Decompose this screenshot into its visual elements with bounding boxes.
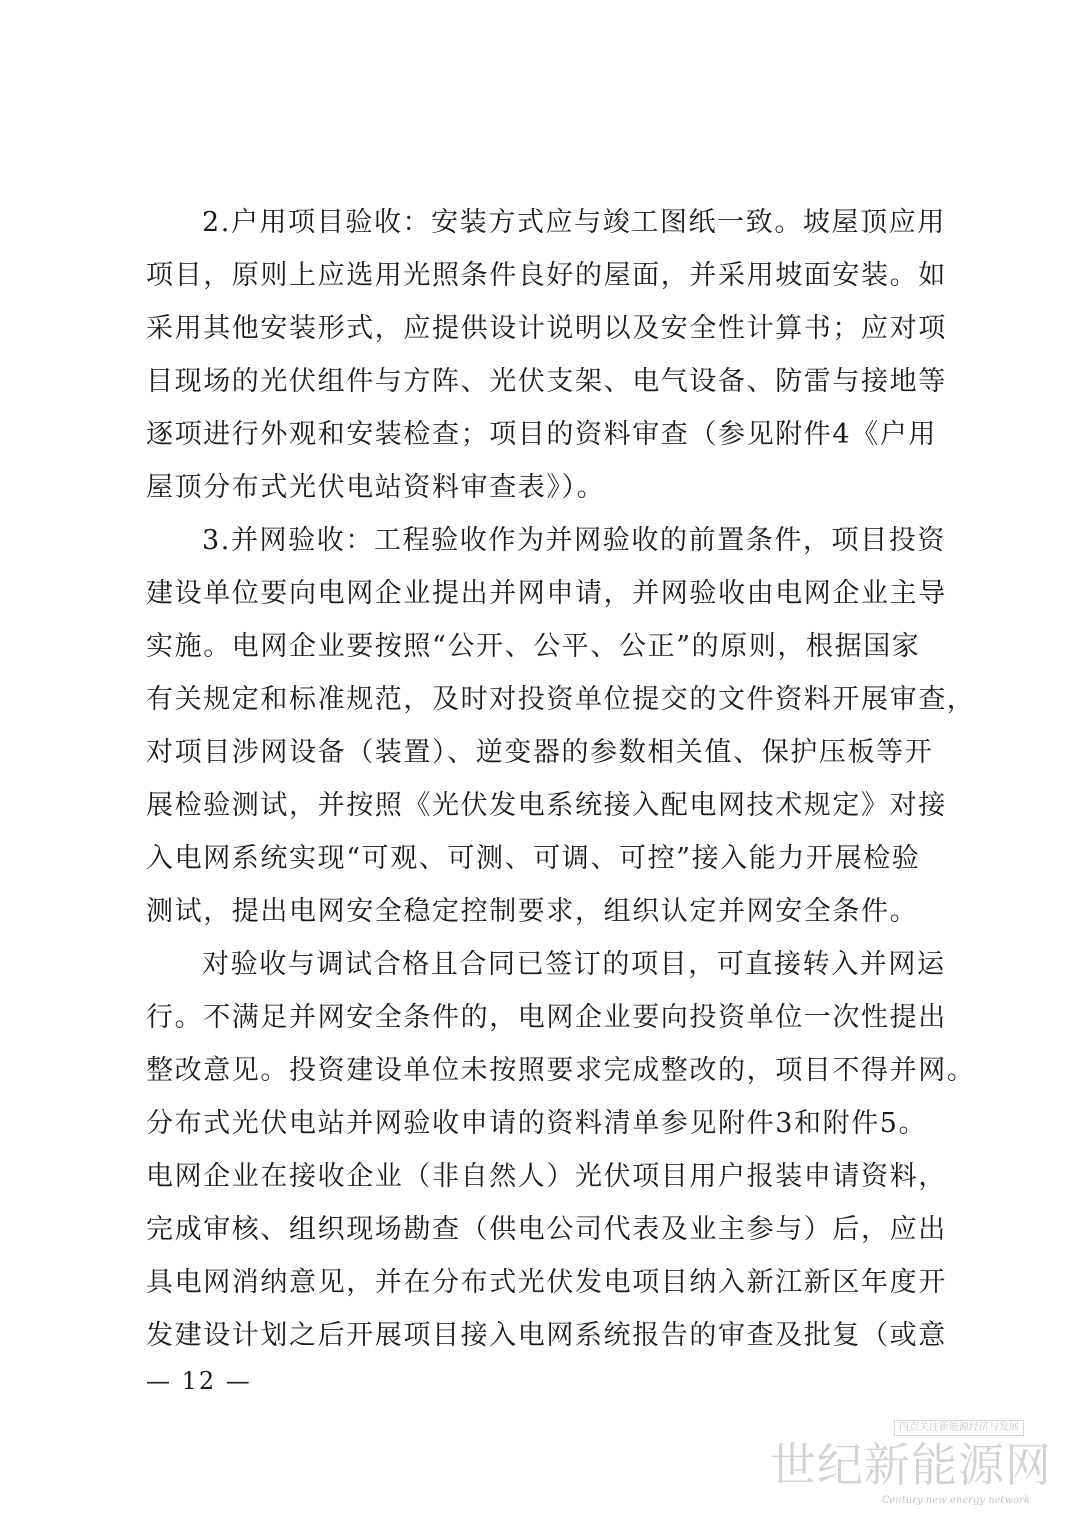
watermark-subtitle: Century new energy network: [881, 1495, 1030, 1506]
text-line: 对验收与调试合格且合同已签订的项目，可直接转入并网运: [202, 949, 946, 980]
text-line: 屋顶分布式光伏电站资料审查表》）。: [146, 472, 606, 503]
text-line: 3.并网验收：工程验收作为并网验收的前置条件，项目投资: [202, 525, 946, 556]
text-line: 行。不满足并网安全条件的，电网企业要向投资单位一次性提出: [146, 1002, 947, 1033]
text-line: 入电网系统实现“可观、可测、可调、可控”接入能力开展检验: [146, 843, 921, 874]
text-line: 目现场的光伏组件与方阵、光伏支架、电气设备、防雷与接地等: [146, 366, 947, 397]
text-line: 测试，提出电网安全稳定控制要求，组织认定并网安全条件。: [146, 896, 919, 927]
text-line: 具电网消纳意见，并在分布式光伏发电项目纳入新江新区年度开: [146, 1267, 947, 1298]
page-number: — 12 —: [146, 1367, 252, 1395]
text-line: 采用其他安装形式，应提供设计说明以及安全性计算书；应对项: [146, 313, 947, 344]
watermark-name: 世纪新能源网: [770, 1438, 1052, 1492]
text-line: 项目，原则上应选用光照条件良好的屋面，并采用坡面安装。如: [146, 260, 947, 291]
text-line: 电网企业在接收企业（非自然人）光伏项目用户报装申请资料，: [146, 1161, 947, 1192]
text-line: 整改意见。投资建设单位未按照要求完成整改的，项目不得并网。: [146, 1055, 976, 1086]
text-line: 逐项进行外观和安装检查；项目的资料审查（参见附件4《户用: [146, 419, 937, 450]
text-line: 完成审核、组织现场勘查（供电公司代表及业主参与）后，应出: [146, 1214, 947, 1245]
text-line: 对项目涉网设备（装置）、逆变器的参数相关值、保护压板等开: [146, 737, 934, 768]
text-line: 建设单位要向电网企业提出并网申请，并网验收由电网企业主导: [146, 578, 947, 609]
body-text: [146, 196, 976, 1362]
watermark-tag: 四点关注新能源经济与发展: [894, 1420, 1024, 1436]
text-line: 2.户用项目验收：安装方式应与竣工图纸一致。坡屋顶应用: [202, 207, 946, 238]
text-line: 展检验测试，并按照《光伏发电系统接入配电网技术规定》对接: [146, 790, 947, 821]
site-watermark: [770, 1420, 1052, 1516]
text-line: 有关规定和标准规范，及时对投资单位提交的文件资料开展审查，: [146, 684, 976, 715]
text-line: 分布式光伏电站并网验收申请的资料清单参见附件3和附件5。: [146, 1108, 928, 1139]
text-line: 实施。电网企业要按照“公开、公平、公正”的原则，根据国家: [146, 631, 921, 662]
text-line: 发建设计划之后开展项目接入电网系统报告的审查及批复（或意: [146, 1320, 947, 1351]
